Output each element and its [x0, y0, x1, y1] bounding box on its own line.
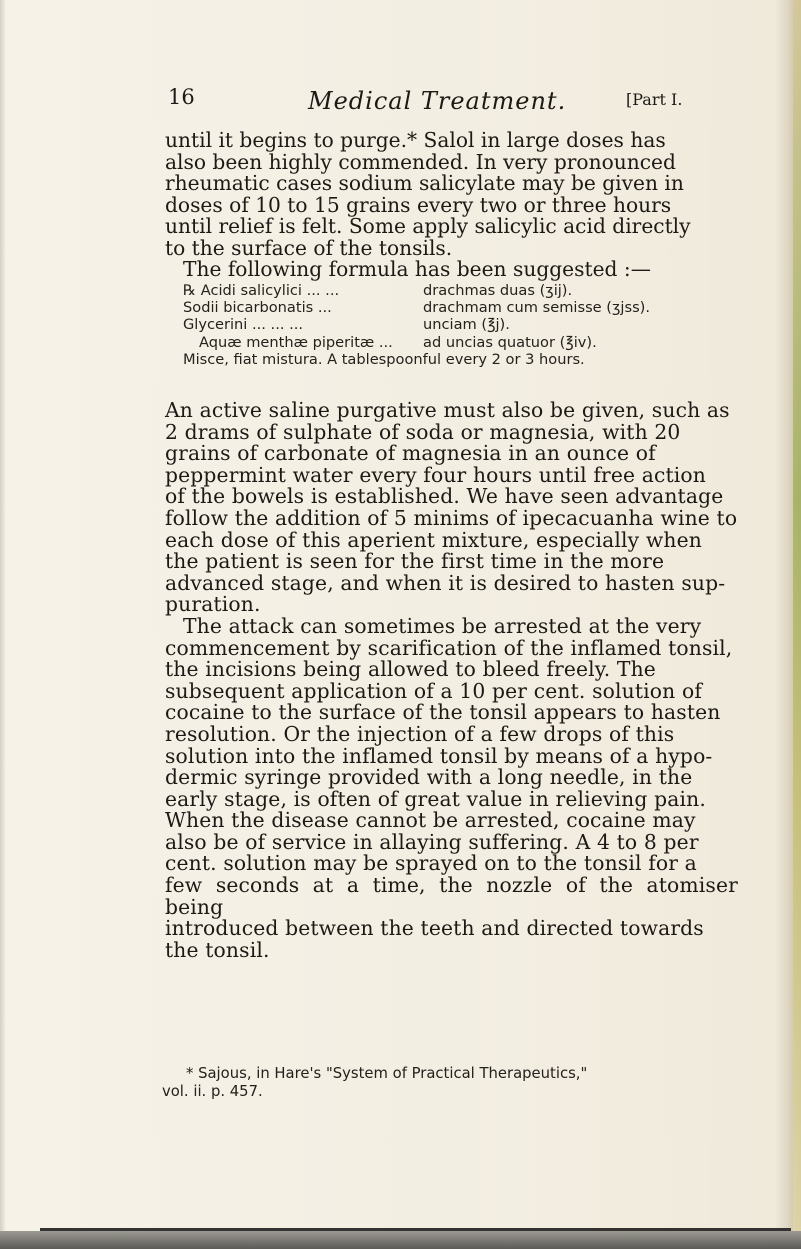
prescription-directions: Misce, fiat mistura. A tablespoonful every 2 or 3 hours. — [183, 350, 585, 368]
ingredient-name: Aquæ menthæ piperitæ ... — [199, 333, 393, 351]
text-line: doses of 10 to 15 grains every two or three hours — [165, 192, 672, 217]
footnote-line: vol. ii. p. 457. — [162, 1083, 263, 1100]
text-line: each dose of this aperient mixture, especially when — [165, 527, 702, 552]
text-line: puration. — [165, 592, 261, 617]
ingredient-dose: drachmam cum semisse (ʒjss). — [423, 299, 651, 317]
text-line: until relief is felt. Some apply salicylic acid directly — [165, 214, 691, 238]
text-line: resolution. Or the injection of a few drops of this — [165, 721, 675, 746]
text-line: early stage, is often of great value in relieving pain. — [165, 786, 706, 811]
page-right-edge-strip — [793, 0, 801, 1249]
prescription-row — [183, 282, 743, 299]
ingredient-dose: drachmas duas (ʒij). — [423, 282, 573, 299]
text-line: subsequent application of a 10 per cent. solution of — [165, 678, 702, 703]
text-line: also been highly commended. In very pronounced — [165, 149, 676, 174]
opening-paragraph — [165, 130, 738, 281]
page-number: 16 — [168, 85, 195, 109]
ingredient-name: Glycerini ... ... ... — [183, 316, 304, 334]
main-text — [165, 400, 738, 961]
text-line: When the disease cannot be arrested, cocaine may — [165, 808, 696, 833]
text-line: 2 drams of sulphate of soda or magnesia, with 20 — [165, 419, 681, 444]
text-line: few seconds at a time, the nozzle of the atomiser being — [165, 873, 738, 919]
text-line: An active saline purgative must also be given, such as — [165, 398, 730, 422]
ingredient-dose: unciam (℥j). — [423, 316, 510, 334]
running-title: Medical Treatment. — [308, 87, 567, 115]
text-line: advanced stage, and when it is desired to hasten sup- — [165, 570, 726, 595]
opening-lines — [165, 130, 738, 281]
page-left-edge-shadow — [0, 0, 6, 1249]
text-line: the tonsil. — [165, 937, 270, 962]
paragraph-arrest-attack — [165, 613, 738, 962]
text-line: of the bowels is established. We have seen advantage — [165, 484, 724, 509]
formula-intro: The following formula has been suggested :— — [183, 257, 651, 281]
prescription-row — [183, 299, 743, 316]
text-line: grains of carbonate of magnesia in an ounce of — [165, 441, 656, 466]
text-line: the incisions being allowed to bleed freely. The — [165, 657, 656, 682]
text-line: peppermint water every four hours until free action — [165, 462, 706, 487]
text-line: introduced between the teeth and directed towards — [165, 916, 704, 941]
footnote — [162, 1065, 736, 1101]
ingredient-dose: ad uncias quatuor (℥iv). — [423, 333, 597, 351]
text-line: also be of service in allaying suffering. A 4 to 8 per — [165, 829, 699, 854]
prescription-row — [183, 316, 743, 333]
ingredient-name: ℞ Acidi salicylici ... ... — [183, 282, 340, 299]
text-line: commencement by scarification of the inflamed tonsil, — [165, 635, 733, 660]
text-line: The attack can sometimes be arrested at the very — [183, 613, 702, 638]
text-line: cent. solution may be sprayed on to the tonsil for a — [165, 851, 697, 876]
text-line: rheumatic cases sodium salicylate may be given in — [165, 171, 684, 195]
paragraph-saline-purgative — [165, 400, 738, 616]
text-line: the patient is seen for the first time in the more — [165, 549, 665, 574]
bottom-scan-shadow — [0, 1231, 801, 1249]
text-line: to the surface of the tonsils. — [165, 235, 453, 260]
footnote-line: * Sajous, in Hare's "System of Practical Therapeutics," — [186, 1065, 588, 1082]
text-line: cocaine to the surface of the tonsil appears to hasten — [165, 700, 721, 725]
prescription-row — [183, 334, 743, 351]
ingredient-name: Sodii bicarbonatis ... — [183, 299, 332, 317]
prescription-block — [183, 282, 743, 368]
text-line: solution into the inflamed tonsil by means of a hypo- — [165, 743, 713, 768]
text-line: follow the addition of 5 minims of ipecacuanha wine to — [165, 505, 738, 530]
text-line: dermic syringe provided with a long needle, in the — [165, 765, 693, 790]
text-line: until it begins to purge.* Salol in large doses has — [165, 128, 666, 152]
page-header — [0, 85, 801, 115]
part-label: [Part I. — [626, 90, 683, 109]
